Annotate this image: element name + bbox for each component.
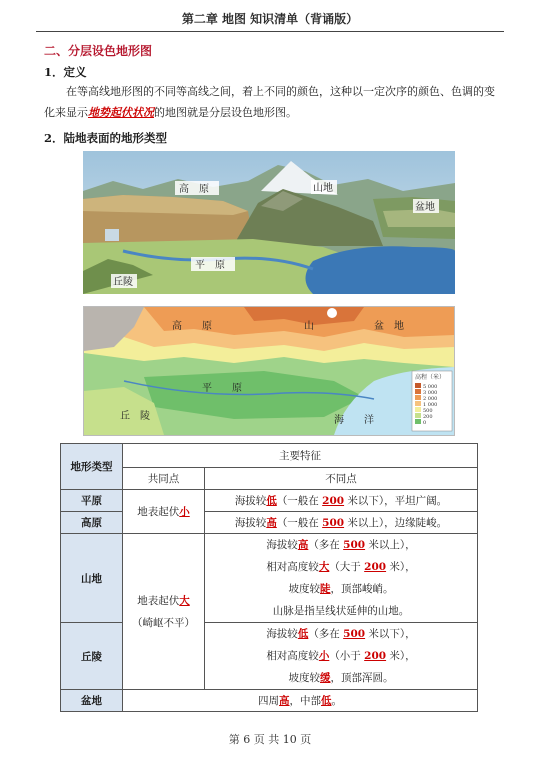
label-mountain: 山地 — [313, 183, 333, 194]
mountain-line1 — [209, 534, 473, 556]
header-rule — [36, 31, 504, 32]
plain-e: 米以下），平坦广阔。 — [344, 495, 448, 507]
m-l1d: 500 — [343, 539, 366, 551]
map-label-hills: 丘 陵 — [120, 411, 150, 422]
h-l2c: （小于 — [329, 650, 365, 662]
types-heading: 2．陆地表面的地形类型 — [44, 131, 168, 145]
common-large-key: 大 — [179, 594, 190, 607]
row-mountain-name: 山地 — [61, 534, 123, 623]
col-type-header: 地形类型 — [61, 444, 123, 490]
h-l2d: 200 — [364, 650, 387, 662]
h-l2b: 小 — [318, 650, 330, 662]
hills-line3 — [209, 667, 473, 689]
m-l3a: 坡度较 — [288, 583, 320, 595]
landform-table — [60, 443, 478, 712]
legend-value-5: 200 — [423, 414, 433, 420]
map-label-plain: 平 原 — [202, 383, 242, 394]
landform-illustration — [83, 151, 455, 294]
h-l3b: 缓 — [320, 672, 331, 684]
page-header-title: 第二章 地图 知识清单（背诵版） — [181, 12, 359, 26]
common-large-text: 地表起伏 — [137, 594, 180, 607]
plain-c: （一般在 — [276, 495, 323, 507]
b-a: 四周 — [258, 695, 279, 707]
b-b: 高 — [279, 695, 290, 707]
legend-value-2: 2 000 — [423, 396, 438, 402]
m-l3b: 陡 — [320, 583, 331, 595]
common-large-note: （崎岖不平） — [132, 616, 195, 629]
row-plain-name: 平原 — [61, 490, 123, 512]
m-l1c: （多在 — [308, 539, 344, 551]
h-l3a: 坡度较 — [288, 672, 320, 684]
plateau-b: 高 — [266, 517, 277, 529]
m-l2e: 米）， — [386, 561, 416, 573]
hills-line1 — [209, 623, 473, 645]
layered-relief-map — [83, 306, 455, 436]
plain-b: 低 — [266, 495, 277, 507]
row-plateau-desc — [205, 512, 478, 534]
definition-text-b: 的地图就是分层设色地形图。 — [154, 106, 297, 119]
label-plain: 平 原 — [195, 260, 225, 271]
mountain-line3 — [209, 578, 473, 600]
h-l1b: 低 — [297, 628, 309, 640]
m-l2a: 相对高度较 — [266, 561, 319, 573]
common-large-relief — [123, 534, 205, 690]
col-same-header: 共同点 — [123, 468, 205, 490]
map-label-mountain: 山 — [304, 321, 314, 332]
section-title: 二、分层设色地形图 — [44, 44, 153, 58]
label-plateau: 高 原 — [179, 184, 209, 195]
definition-paragraph — [44, 81, 500, 123]
map-label-plateau: 高 原 — [172, 321, 212, 332]
row-plain-desc — [205, 490, 478, 512]
definition-highlight: 地势起伏状况 — [88, 106, 154, 119]
row-hills-name: 丘陵 — [61, 623, 123, 690]
map-label-basin: 盆 地 — [374, 321, 404, 332]
legend-value-6: 0 — [423, 420, 427, 426]
col-diff-header: 不同点 — [205, 468, 478, 490]
map-label-sea: 海 洋 — [334, 415, 374, 426]
m-l2c: （大于 — [329, 561, 365, 573]
legend-value-0: 5 000 — [423, 384, 438, 390]
landform-illustration-svg — [83, 151, 455, 294]
legend-value-1: 3 000 — [423, 390, 438, 396]
row-plateau-name: 高原 — [61, 512, 123, 534]
common-small-relief — [123, 490, 205, 534]
h-l3c: ，顶部浑圆。 — [330, 672, 394, 684]
definition-heading: 1．定义 — [44, 65, 87, 79]
legend-title: 高程（米） — [415, 374, 446, 381]
common-large-line1 — [127, 590, 200, 612]
h-l1c: （多在 — [308, 628, 344, 640]
row-hills-desc — [205, 623, 478, 690]
legend-value-3: 1 000 — [423, 402, 438, 408]
plateau-c: （一般在 — [276, 517, 323, 529]
b-c: ，中部 — [289, 695, 321, 707]
row-basin-desc — [123, 690, 478, 712]
definition-text-a: 在等高线地形图的不同等高线之间，着上不同的颜色，这种以一定次序的颜色、色调的变化来显示 — [44, 85, 495, 119]
label-hills: 丘陵 — [113, 277, 133, 288]
h-l1e: 米以下）， — [365, 628, 416, 640]
b-d: 低 — [321, 695, 332, 707]
b-e: 。 — [331, 695, 342, 707]
m-l2b: 大 — [318, 561, 330, 573]
legend-value-4: 500 — [423, 408, 433, 414]
row-basin-name: 盆地 — [61, 690, 123, 712]
h-l1d: 500 — [343, 628, 366, 640]
layered-relief-map-svg — [84, 307, 454, 435]
plateau-e: 米以上），边缘陡峻。 — [344, 517, 448, 529]
page-footer: 第 6 页 共 10 页 — [228, 733, 312, 746]
plateau-d: 500 — [322, 517, 345, 529]
row-mountain-desc — [205, 534, 478, 623]
m-l2d: 200 — [364, 561, 387, 573]
h-l2a: 相对高度较 — [266, 650, 319, 662]
hills-line2 — [209, 645, 473, 667]
m-l1a: 海拔较 — [266, 539, 298, 551]
col-main-header: 主要特征 — [123, 444, 478, 468]
plateau-a: 海拔较 — [234, 517, 267, 529]
label-basin: 盆地 — [415, 202, 435, 213]
h-l2e: 米）， — [386, 650, 416, 662]
h-l1a: 海拔较 — [266, 628, 298, 640]
plain-d: 200 — [322, 495, 345, 507]
m-l1e: 米以上）， — [365, 539, 416, 551]
m-l3c: ，顶部峻峭。 — [330, 583, 394, 595]
plain-a: 海拔较 — [234, 495, 267, 507]
mountain-line2 — [209, 556, 473, 578]
common-small-text: 地表起伏 — [137, 506, 180, 518]
m-l1b: 高 — [297, 539, 309, 551]
mountain-line4: 山脉是指呈线状延伸的山地。 — [272, 605, 410, 617]
common-small-key: 小 — [179, 506, 190, 518]
